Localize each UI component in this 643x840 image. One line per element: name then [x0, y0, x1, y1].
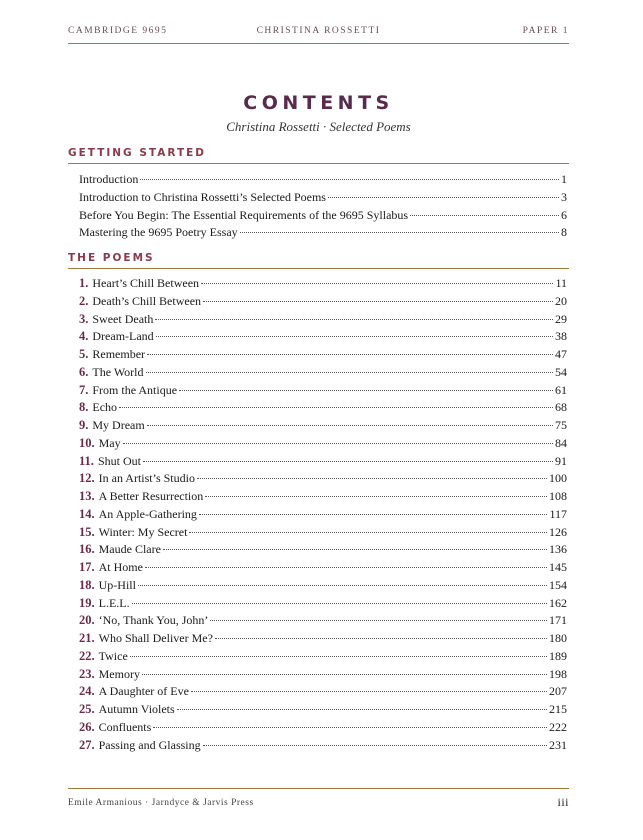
dot-leader	[145, 567, 547, 568]
toc-entry[interactable]	[79, 647, 567, 665]
dot-leader	[123, 443, 553, 444]
toc-entry-page: 29	[555, 311, 567, 326]
toc-entry-number: 8.	[79, 400, 89, 415]
toc-entry-page: 215	[549, 702, 567, 716]
toc-entry-page: 38	[555, 329, 567, 344]
dot-leader	[153, 727, 547, 728]
toc-entry-title: Who Shall Deliver Me?	[98, 631, 213, 645]
toc-entry-title: Mastering the 9695 Poetry Essay	[79, 225, 238, 240]
dot-leader	[156, 336, 553, 337]
toc-entry-page: 126	[549, 524, 567, 539]
toc-entry-number: 11.	[79, 453, 94, 468]
toc-entry-page: 145	[549, 560, 567, 574]
toc-entry[interactable]	[79, 736, 567, 754]
toc-entry-number: 3.	[79, 311, 89, 326]
toc-entry-page: 136	[549, 542, 567, 557]
toc-entry-page: 61	[555, 382, 567, 397]
toc-entry[interactable]	[79, 416, 567, 434]
toc-entry-title: Autumn Violets	[98, 702, 175, 716]
toc-entry-page: 47	[555, 347, 567, 361]
footer-page-number: iii	[557, 795, 569, 809]
toc-entry-number: 9.	[79, 418, 89, 432]
toc-entry[interactable]	[79, 594, 567, 612]
toc-entry-title: Shut Out	[97, 453, 141, 468]
toc-entry[interactable]	[79, 381, 567, 399]
section-heading-poems: THE POEMS	[68, 252, 569, 269]
toc-entry-page: 3	[561, 189, 567, 204]
toc-entry-number: 22.	[79, 648, 95, 663]
dot-leader	[130, 656, 547, 657]
dot-leader	[189, 532, 547, 533]
dot-leader	[203, 301, 553, 302]
toc-entry-title: The World	[92, 364, 144, 379]
toc-entry[interactable]	[79, 682, 567, 700]
toc-entry-title: Introduction to Christina Rossetti’s Selected Poems	[79, 189, 326, 204]
dot-leader	[163, 549, 547, 550]
toc-entry-number: 13.	[79, 489, 95, 503]
toc-entry-title: Remember	[92, 347, 146, 361]
toc-entry-title: Up-Hill	[98, 577, 136, 592]
toc-entry-number: 23.	[79, 666, 95, 681]
toc-entry-title: Echo	[92, 400, 118, 415]
toc-entry-title: Death’s Chill Between	[92, 293, 202, 308]
toc-entry-number: 27.	[79, 737, 95, 752]
toc-list-poems	[79, 274, 567, 753]
toc-entry[interactable]	[79, 469, 567, 487]
toc-entry[interactable]	[79, 434, 567, 452]
dot-leader	[328, 197, 559, 198]
toc-entry-page: 108	[549, 489, 567, 503]
toc-entry-number: 7.	[79, 382, 89, 397]
toc-entry[interactable]	[79, 700, 567, 718]
toc-entry-title: Passing and Glassing	[98, 737, 201, 752]
toc-entry-number: 24.	[79, 684, 95, 699]
toc-entry-page: 180	[549, 631, 567, 645]
toc-entry-number: 19.	[79, 595, 95, 610]
toc-entry[interactable]	[79, 188, 567, 206]
dot-leader	[179, 390, 553, 391]
footer-credit: Emile Armanious · Jarndyce & Jarvis Press	[68, 798, 254, 808]
toc-entry-number: 1.	[79, 276, 89, 290]
toc-entry-page: 162	[549, 595, 567, 610]
toc-entry-number: 5.	[79, 347, 89, 361]
dot-leader	[132, 603, 547, 604]
toc-entry-title: A Better Resurrection	[98, 489, 204, 503]
section-heading-getting-started: GETTING STARTED	[68, 147, 569, 164]
header-course: CAMBRIDGE 9695	[68, 26, 168, 36]
toc-entry-page: 100	[549, 471, 567, 486]
page-title: CONTENTS	[243, 92, 394, 114]
toc-entry-page: 91	[555, 453, 567, 468]
toc-entry-number: 20.	[79, 613, 95, 628]
dot-leader	[240, 232, 559, 233]
header-author: CHRISTINA ROSSETTI	[256, 26, 381, 36]
dot-leader	[205, 496, 547, 497]
toc-entry-page: 189	[549, 648, 567, 663]
dot-leader	[410, 215, 559, 216]
toc-entry-page: 20	[555, 293, 567, 308]
toc-entry-title: Memory	[98, 666, 140, 681]
dot-leader	[210, 620, 547, 621]
toc-entry[interactable]	[79, 363, 567, 381]
toc-entry[interactable]	[79, 170, 567, 188]
toc-entry[interactable]	[79, 665, 567, 683]
toc-entry-title: May	[98, 435, 121, 450]
dot-leader	[138, 585, 547, 586]
toc-entry-page: 198	[549, 666, 567, 681]
toc-entry-page: 231	[549, 737, 567, 752]
toc-entry-page: 68	[555, 400, 567, 415]
toc-entry[interactable]	[79, 274, 567, 292]
toc-entry[interactable]	[79, 558, 567, 576]
toc-entry-number: 16.	[79, 542, 95, 557]
toc-entry-title: Before You Begin: The Essential Requirements of the 9695 Syllabus	[79, 207, 409, 222]
toc-entry-page: 8	[561, 225, 567, 240]
toc-entry-page: 54	[555, 364, 567, 379]
dot-leader	[177, 709, 547, 710]
dot-leader	[143, 461, 553, 462]
toc-entry-page: 1	[561, 172, 567, 186]
toc-entry[interactable]	[79, 540, 567, 558]
dot-leader	[147, 354, 553, 355]
dot-leader	[197, 478, 547, 479]
toc-entry-title: L.E.L.	[98, 595, 130, 610]
page-subtitle: Christina Rossetti · Selected Poems	[226, 119, 411, 134]
toc-entry-page: 222	[549, 719, 567, 734]
toc-entry-page: 207	[549, 684, 567, 699]
running-header	[68, 23, 569, 44]
toc-entry-page: 154	[549, 577, 567, 592]
toc-entry-page: 11	[555, 276, 567, 290]
dot-leader	[155, 319, 553, 320]
dot-leader	[203, 745, 547, 746]
toc-entry-title: A Daughter of Eve	[98, 684, 189, 699]
toc-entry-number: 4.	[79, 329, 89, 344]
toc-entry-number: 6.	[79, 364, 89, 379]
toc-entry[interactable]	[79, 398, 567, 416]
toc-entry[interactable]	[79, 611, 567, 629]
toc-entry-number: 21.	[79, 631, 95, 645]
toc-entry-number: 10.	[79, 435, 95, 450]
toc-entry-title: From the Antique	[92, 382, 178, 397]
toc-entry[interactable]	[79, 327, 567, 345]
toc-entry-page: 75	[555, 418, 567, 432]
toc-entry-number: 14.	[79, 506, 95, 521]
dot-leader	[199, 514, 548, 515]
dot-leader	[142, 674, 547, 675]
toc-entry[interactable]	[79, 576, 567, 594]
toc-entry[interactable]	[79, 718, 567, 736]
toc-entry[interactable]	[79, 345, 567, 363]
toc-entry[interactable]	[79, 629, 567, 647]
toc-entry-number: 18.	[79, 577, 95, 592]
toc-entry-number: 26.	[79, 719, 95, 734]
toc-entry-page: 84	[555, 435, 567, 450]
toc-entry-title: Confluents	[98, 719, 152, 734]
toc-entry-page: 6	[561, 207, 567, 222]
toc-entry-page: 117	[549, 506, 567, 521]
toc-entry-number: 12.	[79, 471, 95, 486]
toc-entry[interactable]	[79, 452, 567, 470]
dot-leader	[146, 372, 553, 373]
toc-entry-title: Winter: My Secret	[98, 524, 188, 539]
dot-leader	[215, 638, 547, 639]
toc-entry[interactable]	[79, 487, 567, 505]
toc-entry-title: At Home	[98, 560, 143, 574]
dot-leader	[147, 425, 553, 426]
running-footer	[68, 788, 569, 809]
dot-leader	[140, 179, 559, 180]
dot-leader	[201, 283, 553, 284]
toc-entry-title: Twice	[98, 648, 128, 663]
header-paper: PAPER 1	[522, 26, 569, 36]
toc-entry-page: 171	[549, 613, 567, 628]
toc-entry-title: Maude Clare	[98, 542, 161, 557]
toc-entry[interactable]	[79, 523, 567, 541]
toc-entry[interactable]	[79, 292, 567, 310]
toc-entry-title: Introduction	[79, 172, 139, 186]
toc-entry-title: Heart’s Chill Between	[92, 276, 200, 290]
toc-entry-title: An Apple-Gathering	[98, 506, 197, 521]
toc-entry[interactable]	[79, 206, 567, 224]
toc-entry-title: Dream-Land	[92, 329, 154, 344]
toc-entry-number: 25.	[79, 702, 95, 716]
toc-entry[interactable]	[79, 223, 567, 241]
toc-entry[interactable]	[79, 505, 567, 523]
toc-entry-title: My Dream	[92, 418, 145, 432]
toc-entry-title: In an Artist’s Studio	[98, 471, 195, 486]
dot-leader	[119, 407, 553, 408]
toc-entry-number: 15.	[79, 524, 95, 539]
toc-list-getting-started	[79, 170, 567, 241]
toc-entry-number: 17.	[79, 560, 95, 574]
toc-entry-title: Sweet Death	[92, 311, 154, 326]
toc-entry-number: 2.	[79, 293, 89, 308]
toc-entry[interactable]	[79, 310, 567, 328]
dot-leader	[191, 691, 547, 692]
toc-entry-title: ‘No, Thank You, John’	[98, 613, 209, 628]
